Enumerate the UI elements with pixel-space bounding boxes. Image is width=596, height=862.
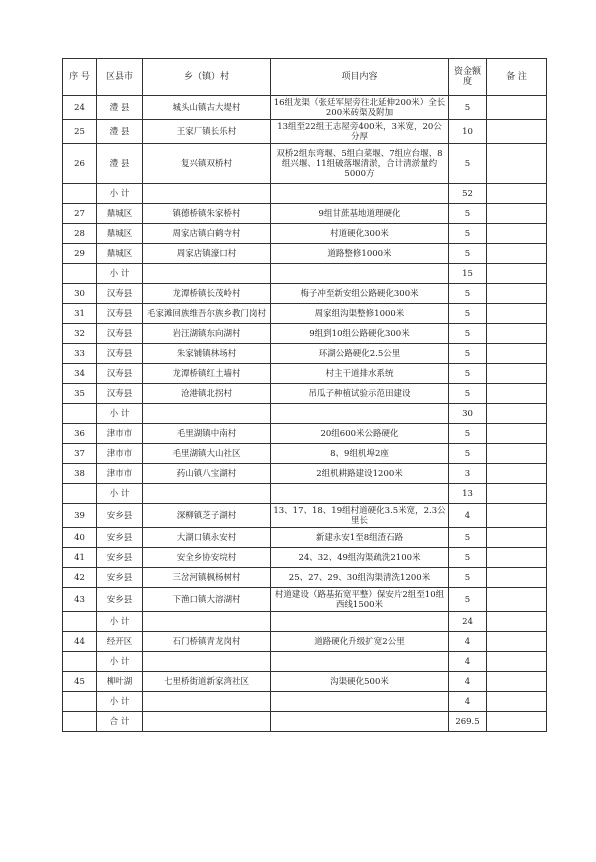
- cell-project: 2组机耕路建设1200米: [271, 464, 449, 484]
- cell-seq: [63, 652, 97, 672]
- table-row: [63, 444, 547, 464]
- cell-project: 村道建设（路基拓宽平整）保安片2组至10组西线1500米: [271, 588, 449, 612]
- cell-county: 柳叶湖: [97, 672, 143, 692]
- cell-seq: [63, 184, 97, 204]
- cell-funds: 30: [449, 404, 487, 424]
- cell-funds: 5: [449, 344, 487, 364]
- table-row: [63, 588, 547, 612]
- cell-funds: 5: [449, 96, 487, 120]
- cell-village: 深柳镇芝子湖村: [143, 504, 271, 528]
- cell-remark: [487, 244, 547, 264]
- cell-county: 汉寿县: [97, 344, 143, 364]
- cell-project: 25、27、29、30组沟渠清洗1200米: [271, 568, 449, 588]
- cell-village: 朱家铺镇林场村: [143, 344, 271, 364]
- table-row: [63, 364, 547, 384]
- cell-funds: 5: [449, 364, 487, 384]
- cell-village: [143, 484, 271, 504]
- cell-funds: 4: [449, 504, 487, 528]
- cell-seq: 33: [63, 344, 97, 364]
- table-row: [63, 244, 547, 264]
- cell-county: 安乡县: [97, 528, 143, 548]
- cell-remark: [487, 588, 547, 612]
- cell-project: [271, 404, 449, 424]
- cell-funds: 5: [449, 588, 487, 612]
- cell-project: 吊瓜子种植试验示范田建设: [271, 384, 449, 404]
- cell-funds: 5: [449, 424, 487, 444]
- cell-project: 新建永安1至8组渣石路: [271, 528, 449, 548]
- cell-county: 汉寿县: [97, 304, 143, 324]
- cell-funds: 5: [449, 444, 487, 464]
- cell-county: 安乡县: [97, 504, 143, 528]
- cell-seq: 28: [63, 224, 97, 244]
- subtotal-row: [63, 484, 547, 504]
- cell-village: 龙潭桥镇长茂岭村: [143, 284, 271, 304]
- cell-project: 周家组沟渠整修1000米: [271, 304, 449, 324]
- cell-county: 鼎城区: [97, 244, 143, 264]
- cell-remark: [487, 672, 547, 692]
- cell-remark: [487, 444, 547, 464]
- header-town-village: 乡（镇）村: [143, 59, 271, 96]
- cell-seq: 31: [63, 304, 97, 324]
- cell-seq: 29: [63, 244, 97, 264]
- cell-funds: 4: [449, 652, 487, 672]
- cell-remark: [487, 344, 547, 364]
- table-row: [63, 304, 547, 324]
- header-remark: 备 注: [487, 59, 547, 96]
- cell-remark: [487, 224, 547, 244]
- cell-county: 津市市: [97, 464, 143, 484]
- cell-remark: [487, 324, 547, 344]
- cell-seq: [63, 692, 97, 712]
- cell-remark: [487, 568, 547, 588]
- cell-county: 鼎城区: [97, 204, 143, 224]
- table-row: [63, 120, 547, 144]
- cell-seq: 27: [63, 204, 97, 224]
- cell-county: 汉寿县: [97, 364, 143, 384]
- cell-village: 七里桥街道新家湾社区: [143, 672, 271, 692]
- cell-subtotal-label: 小 计: [97, 652, 143, 672]
- header-county: 区县市: [97, 59, 143, 96]
- cell-project: 村主干道排水系统: [271, 364, 449, 384]
- subtotal-row: [63, 652, 547, 672]
- cell-seq: 25: [63, 120, 97, 144]
- cell-funds: 5: [449, 204, 487, 224]
- cell-funds: 5: [449, 224, 487, 244]
- cell-seq: 43: [63, 588, 97, 612]
- cell-project: 村道硬化300米: [271, 224, 449, 244]
- cell-seq: 40: [63, 528, 97, 548]
- cell-village: 龙潭桥镇红土墙村: [143, 364, 271, 384]
- header-project: 项目内容: [271, 59, 449, 96]
- cell-project: 13组至22组王志屋旁400米，3米宽，20公分厚: [271, 120, 449, 144]
- cell-remark: [487, 548, 547, 568]
- cell-project: 16组龙渠（张廷军屋旁往北延伸200米）全长200米砖渠及附加: [271, 96, 449, 120]
- cell-remark: [487, 204, 547, 224]
- cell-county: 经开区: [97, 632, 143, 652]
- cell-funds: 4: [449, 632, 487, 652]
- cell-county: 澧 县: [97, 144, 143, 184]
- cell-seq: [63, 264, 97, 284]
- cell-funds: 4: [449, 672, 487, 692]
- cell-funds: 5: [449, 548, 487, 568]
- table-row: [63, 224, 547, 244]
- cell-county: 安乡县: [97, 588, 143, 612]
- cell-county: 津市市: [97, 424, 143, 444]
- cell-village: 毛里湖镇大山社区: [143, 444, 271, 464]
- cell-village: 下渔口镇大溶湖村: [143, 588, 271, 612]
- cell-remark: [487, 264, 547, 284]
- cell-remark: [487, 464, 547, 484]
- cell-seq: 38: [63, 464, 97, 484]
- cell-village: 周家店镇濠口村: [143, 244, 271, 264]
- cell-funds: 269.5: [449, 712, 487, 732]
- cell-seq: 32: [63, 324, 97, 344]
- cell-seq: 41: [63, 548, 97, 568]
- cell-funds: 4: [449, 692, 487, 712]
- subtotal-row: [63, 712, 547, 732]
- table-row: [63, 344, 547, 364]
- cell-project: [271, 712, 449, 732]
- cell-seq: [63, 712, 97, 732]
- cell-seq: 44: [63, 632, 97, 652]
- cell-seq: 26: [63, 144, 97, 184]
- cell-project: 道路硬化升级扩宽2公里: [271, 632, 449, 652]
- cell-county: 津市市: [97, 444, 143, 464]
- cell-funds: 5: [449, 324, 487, 344]
- cell-county: 安乡县: [97, 568, 143, 588]
- cell-funds: 5: [449, 384, 487, 404]
- cell-funds: 24: [449, 612, 487, 632]
- subtotal-row: [63, 404, 547, 424]
- cell-village: [143, 264, 271, 284]
- cell-village: 沧港镇北拐村: [143, 384, 271, 404]
- cell-village: [143, 712, 271, 732]
- cell-subtotal-label: 小 计: [97, 692, 143, 712]
- cell-county: 安乡县: [97, 548, 143, 568]
- cell-remark: [487, 144, 547, 184]
- cell-subtotal-label: 小 计: [97, 264, 143, 284]
- table-row: [63, 384, 547, 404]
- cell-village: [143, 184, 271, 204]
- cell-seq: 37: [63, 444, 97, 464]
- cell-seq: 42: [63, 568, 97, 588]
- cell-county: 澧 县: [97, 96, 143, 120]
- table-row: [63, 284, 547, 304]
- subtotal-row: [63, 184, 547, 204]
- cell-remark: [487, 184, 547, 204]
- cell-village: 安全乡协安垸村: [143, 548, 271, 568]
- cell-project: 双桥2组东弯堰、5组白菜堰、7组应台堰、8组兴堰、11组破落堰清淤，合计清淤量约5000方: [271, 144, 449, 184]
- table-row: [63, 464, 547, 484]
- table-row: [63, 528, 547, 548]
- cell-subtotal-label: 小 计: [97, 184, 143, 204]
- cell-project: 24、32、49组沟渠疏洗2100米: [271, 548, 449, 568]
- cell-remark: [487, 424, 547, 444]
- cell-funds: 5: [449, 528, 487, 548]
- cell-project: 9组甘蔗基地道理硬化: [271, 204, 449, 224]
- cell-village: 复兴镇双桥村: [143, 144, 271, 184]
- cell-project: [271, 184, 449, 204]
- cell-funds: 5: [449, 568, 487, 588]
- cell-funds: 5: [449, 244, 487, 264]
- cell-village: [143, 404, 271, 424]
- table-row: [63, 324, 547, 344]
- cell-remark: [487, 652, 547, 672]
- cell-project: [271, 652, 449, 672]
- cell-funds: 5: [449, 144, 487, 184]
- cell-remark: [487, 612, 547, 632]
- cell-village: 城头山镇古大堤村: [143, 96, 271, 120]
- cell-village: [143, 652, 271, 672]
- cell-seq: 34: [63, 364, 97, 384]
- cell-funds: 3: [449, 464, 487, 484]
- subtotal-row: [63, 692, 547, 712]
- cell-funds: 52: [449, 184, 487, 204]
- cell-village: [143, 692, 271, 712]
- cell-seq: [63, 484, 97, 504]
- cell-remark: [487, 712, 547, 732]
- cell-seq: [63, 404, 97, 424]
- cell-seq: 35: [63, 384, 97, 404]
- cell-project: [271, 612, 449, 632]
- cell-village: 大湖口镇永安村: [143, 528, 271, 548]
- cell-village: [143, 612, 271, 632]
- cell-village: 岩汪湖镇东向湖村: [143, 324, 271, 344]
- cell-remark: [487, 632, 547, 652]
- subtotal-row: [63, 264, 547, 284]
- cell-remark: [487, 484, 547, 504]
- table-row: [63, 144, 547, 184]
- cell-funds: 5: [449, 304, 487, 324]
- cell-funds: 15: [449, 264, 487, 284]
- cell-remark: [487, 284, 547, 304]
- header-seq: 序 号: [63, 59, 97, 96]
- table-header-row: [63, 59, 547, 96]
- cell-county: 汉寿县: [97, 324, 143, 344]
- funding-table: [62, 58, 547, 732]
- table-row: [63, 96, 547, 120]
- cell-project: [271, 484, 449, 504]
- cell-remark: [487, 692, 547, 712]
- cell-seq: 36: [63, 424, 97, 444]
- header-funds: 资金额度: [449, 59, 487, 96]
- cell-subtotal-label: 小 计: [97, 612, 143, 632]
- cell-seq: [63, 612, 97, 632]
- cell-county: 鼎城区: [97, 224, 143, 244]
- cell-project: 13、17、18、19组村道硬化3.5米宽，2.3公里长: [271, 504, 449, 528]
- subtotal-row: [63, 612, 547, 632]
- cell-village: 药山镇八宝湖村: [143, 464, 271, 484]
- cell-funds: 10: [449, 120, 487, 144]
- cell-village: 周家店镇白鹤寺村: [143, 224, 271, 244]
- cell-subtotal-label: 小 计: [97, 484, 143, 504]
- cell-remark: [487, 364, 547, 384]
- cell-project: 道路整修1000米: [271, 244, 449, 264]
- table-row: [63, 424, 547, 444]
- cell-village: 石门桥镇青龙岗村: [143, 632, 271, 652]
- cell-village: 毛家滩回族维吾尔族乡教门岗村: [143, 304, 271, 324]
- cell-seq: 30: [63, 284, 97, 304]
- table-row: [63, 632, 547, 652]
- cell-funds: 5: [449, 284, 487, 304]
- table-row: [63, 504, 547, 528]
- cell-village: 三岔河镇枫杨树村: [143, 568, 271, 588]
- cell-seq: 24: [63, 96, 97, 120]
- cell-project: 9组到10组公路硬化300米: [271, 324, 449, 344]
- cell-project: 环湖公路硬化2.5公里: [271, 344, 449, 364]
- cell-project: 沟渠硬化500米: [271, 672, 449, 692]
- cell-subtotal-label: 合 计: [97, 712, 143, 732]
- cell-funds: 13: [449, 484, 487, 504]
- cell-project: [271, 264, 449, 284]
- cell-county: 汉寿县: [97, 384, 143, 404]
- cell-county: 汉寿县: [97, 284, 143, 304]
- cell-remark: [487, 504, 547, 528]
- table-row: [63, 568, 547, 588]
- cell-remark: [487, 96, 547, 120]
- table-row: [63, 548, 547, 568]
- cell-project: [271, 692, 449, 712]
- cell-village: 镇德桥镇朱家桥村: [143, 204, 271, 224]
- cell-seq: 39: [63, 504, 97, 528]
- cell-subtotal-label: 小 计: [97, 404, 143, 424]
- cell-project: 8、9组机埠2座: [271, 444, 449, 464]
- cell-remark: [487, 304, 547, 324]
- cell-village: 王家厂镇长乐村: [143, 120, 271, 144]
- cell-village: 毛里湖镇中南村: [143, 424, 271, 444]
- table-row: [63, 672, 547, 692]
- cell-project: 梅子冲至新安组公路硬化300米: [271, 284, 449, 304]
- cell-county: 澧 县: [97, 120, 143, 144]
- cell-project: 20组600米公路硬化: [271, 424, 449, 444]
- cell-remark: [487, 528, 547, 548]
- cell-remark: [487, 404, 547, 424]
- cell-remark: [487, 384, 547, 404]
- cell-remark: [487, 120, 547, 144]
- table-row: [63, 204, 547, 224]
- cell-seq: 45: [63, 672, 97, 692]
